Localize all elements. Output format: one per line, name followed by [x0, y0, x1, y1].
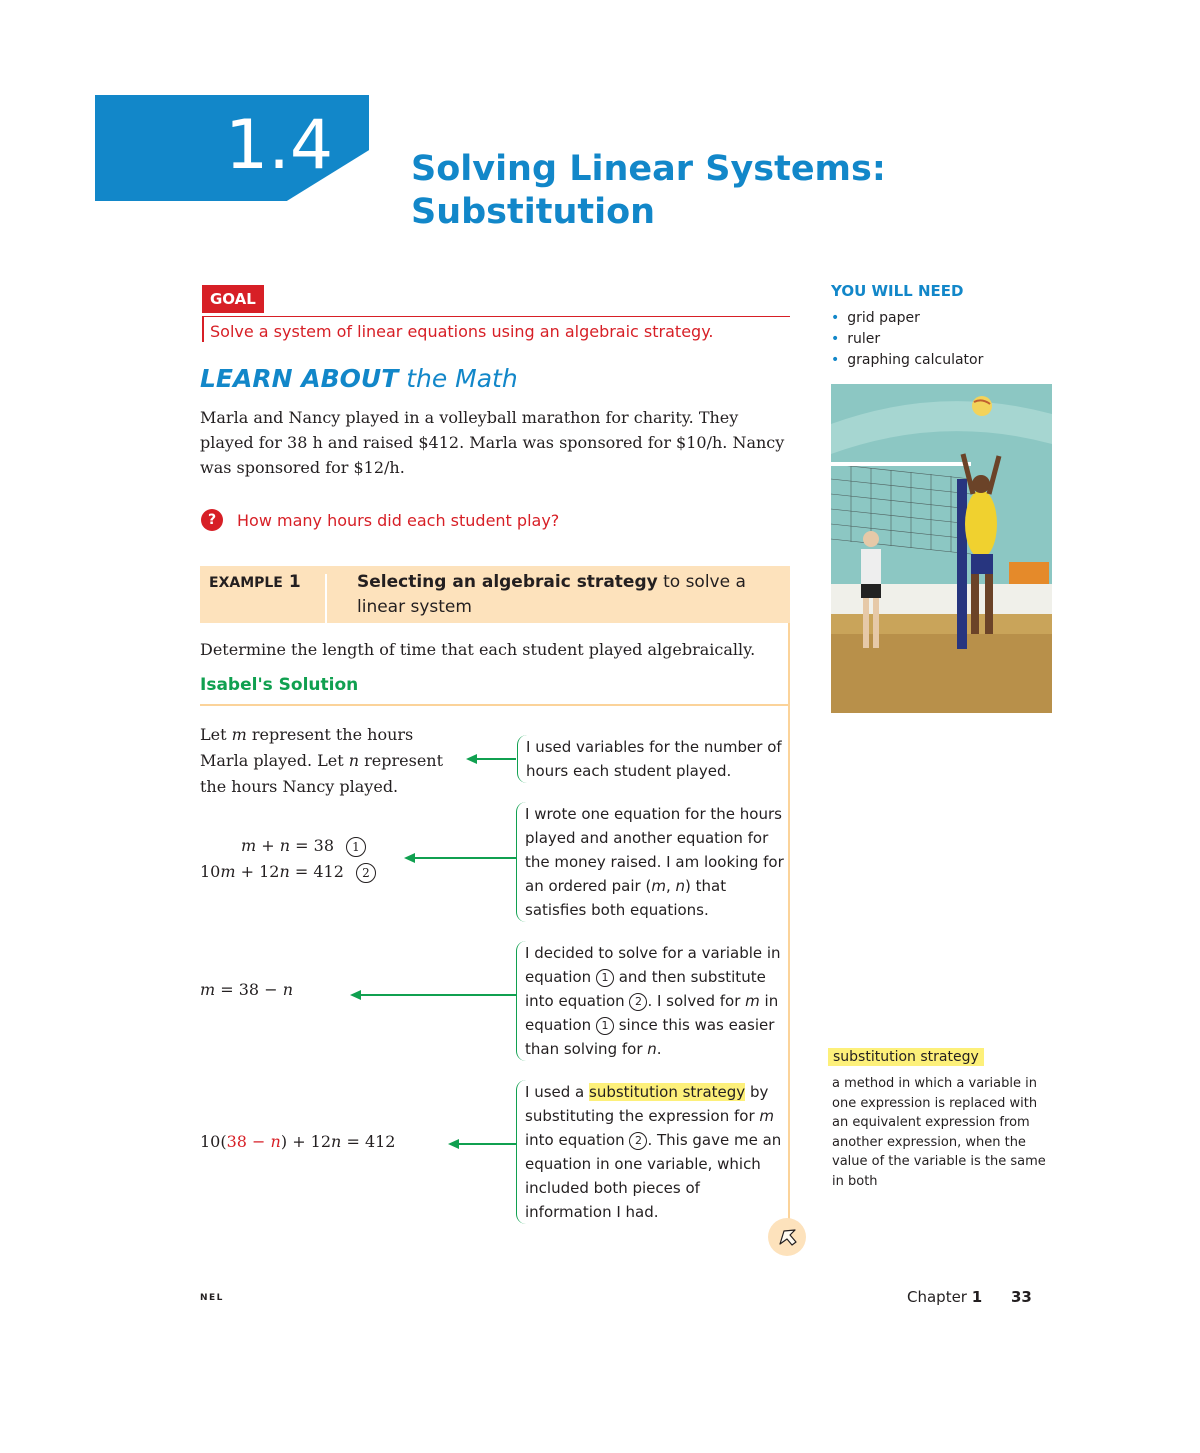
text-run: I used a — [525, 1083, 589, 1101]
equation-text: + — [256, 836, 280, 855]
text-run: , — [665, 877, 676, 895]
chapter-label — [907, 1288, 982, 1306]
equation-tag-2: 2 — [629, 1132, 647, 1150]
variable-m: m — [231, 725, 247, 744]
text-run: . This gave me an equation in one variable, which included both pieces of information I had. — [525, 1131, 782, 1221]
equation-tag-1: 1 — [346, 837, 366, 857]
variable-m: m — [241, 836, 257, 855]
materials-item: • grid paper — [831, 308, 983, 329]
arrow-line-1 — [476, 758, 516, 760]
learn-heading-bold: LEARN ABOUT — [200, 364, 399, 393]
text-run: . I solved for — [647, 992, 746, 1010]
equation-tag-1: 1 — [596, 1017, 614, 1035]
equation-1 — [241, 836, 366, 857]
equation-tag-2: 2 — [356, 863, 376, 883]
chapter-number: 1 — [971, 1288, 983, 1306]
equation-solved-m — [200, 980, 293, 999]
chapter-word: Chapter — [907, 1288, 972, 1306]
example-title-rest: to solve a linear system — [357, 572, 746, 617]
variable-n: n — [647, 1040, 657, 1058]
example-label-text: EXAMPLE — [209, 575, 283, 591]
arrow-head-2 — [404, 853, 415, 863]
substituted-expression: 38 − — [226, 1132, 271, 1151]
question-icon: ? — [201, 509, 223, 531]
variable-m: m — [745, 992, 760, 1010]
variable-m: m — [759, 1107, 775, 1125]
you-will-need-heading: YOU WILL NEED — [831, 282, 964, 300]
publisher-mark: NEL — [200, 1293, 224, 1303]
note-solve-variable — [516, 941, 787, 1061]
variable-n: n — [270, 1132, 281, 1151]
variable-definition — [200, 722, 465, 800]
materials-list — [831, 308, 983, 371]
task-text: Determine the length of time that each student played algebraically. — [200, 640, 756, 659]
solution-heading: Isabel's Solution — [200, 675, 359, 695]
text-run: . — [656, 1040, 662, 1058]
variable-m: m — [651, 877, 666, 895]
volleyball-photo — [831, 384, 1052, 713]
text-run: by substituting the expression for — [525, 1083, 769, 1125]
learn-heading-rest: the Math — [398, 364, 518, 393]
arrow-line-2 — [414, 857, 516, 859]
glossary-definition: a method in which a variable in one expression is replaced with an equivalent expression from another expression, when the value of the variable is the same in both — [832, 1076, 1046, 1189]
goal-bar — [202, 316, 204, 342]
equation-2 — [200, 862, 376, 883]
text-run: ) that satisfies both equations. — [525, 877, 727, 919]
equation-text: ) + 12 — [280, 1132, 332, 1151]
arrow-head-4 — [448, 1139, 459, 1149]
panel-rule-horizontal — [200, 704, 790, 706]
lesson-title-line1: Solving Linear Systems: — [411, 149, 886, 189]
example-number: 1 — [288, 572, 301, 592]
equation-tag-2: 2 — [629, 993, 647, 1011]
glossary-highlight[interactable]: substitution strategy — [589, 1083, 746, 1101]
variable-n: n — [282, 980, 293, 999]
equation-text: = 412 — [289, 862, 344, 881]
page-number: 33 — [1011, 1288, 1032, 1306]
glossary-term[interactable]: substitution strategy — [828, 1048, 984, 1066]
turn-page-arrow-icon[interactable] — [768, 1218, 806, 1256]
goal-rule — [202, 316, 790, 317]
text-run: I wrote one equation for the hours played and another equation for the money raised. I am looking for an ordered pair ( — [525, 805, 784, 895]
equation-text: 10( — [200, 1132, 227, 1151]
question-text: How many hours did each student play? — [237, 511, 560, 530]
lesson-title-line2: Substitution — [411, 192, 656, 232]
problem-text: Marla and Nancy played in a volleyball marathon for charity. They played for 38 h and raised $412. Marla was sponsored for $10/h. Nancy was sponsored for $12/h. — [200, 408, 785, 477]
variable-n: n — [331, 1132, 342, 1151]
variable-n: n — [348, 751, 360, 770]
arrow-line-4 — [458, 1143, 516, 1145]
volleyball-photo-illustration — [831, 384, 1052, 713]
materials-item: • graphing calculator — [831, 350, 983, 371]
turn-page-arrow-icon-glyph — [768, 1218, 806, 1256]
equation-text: 10 — [200, 862, 221, 881]
text-run: represent the hours Nancy played. — [200, 751, 444, 796]
goal-label: GOAL — [202, 285, 264, 313]
arrow-head-3 — [350, 990, 361, 1000]
text-run: and then substitute into equation — [525, 968, 766, 1010]
text-run: since this was easier than solving for — [525, 1016, 775, 1058]
text-run: Let — [200, 725, 232, 744]
lesson-title — [411, 148, 971, 234]
note-equations — [516, 802, 787, 922]
example-label — [209, 572, 301, 592]
variable-n: n — [279, 836, 291, 855]
section-number: 1.4 — [225, 106, 334, 185]
variable-n: n — [675, 877, 686, 895]
variable-m: m — [200, 980, 216, 999]
equation-text: + 12 — [235, 862, 280, 881]
panel-rule-right — [788, 623, 790, 1223]
materials-item: • ruler — [831, 329, 983, 350]
equation-text: = 38 — [290, 836, 334, 855]
note-substitution — [516, 1080, 787, 1224]
note-variables: I used variables for the number of hours each student played. — [517, 735, 786, 783]
text-run: in equation — [525, 992, 779, 1034]
arrow-head-1 — [466, 754, 477, 764]
equation-substituted — [200, 1132, 395, 1151]
variable-m: m — [220, 862, 236, 881]
example-divider — [325, 574, 327, 623]
variable-n: n — [279, 862, 290, 881]
equation-text: = 38 − — [215, 980, 283, 999]
goal-text: Solve a system of linear equations using an algebraic strategy. — [210, 322, 714, 341]
text-run: I decided to solve for a variable in equation — [525, 944, 781, 986]
example-title — [357, 570, 777, 620]
equation-text: = 412 — [341, 1132, 396, 1151]
example-title-bold: Selecting an algebraic strategy — [357, 572, 658, 592]
arrow-line-3 — [360, 994, 516, 996]
text-run: represent the hours Marla played. Let — [200, 725, 414, 770]
text-run: into equation — [525, 1131, 630, 1149]
equation-tag-1: 1 — [596, 969, 614, 987]
learn-heading — [200, 364, 518, 393]
